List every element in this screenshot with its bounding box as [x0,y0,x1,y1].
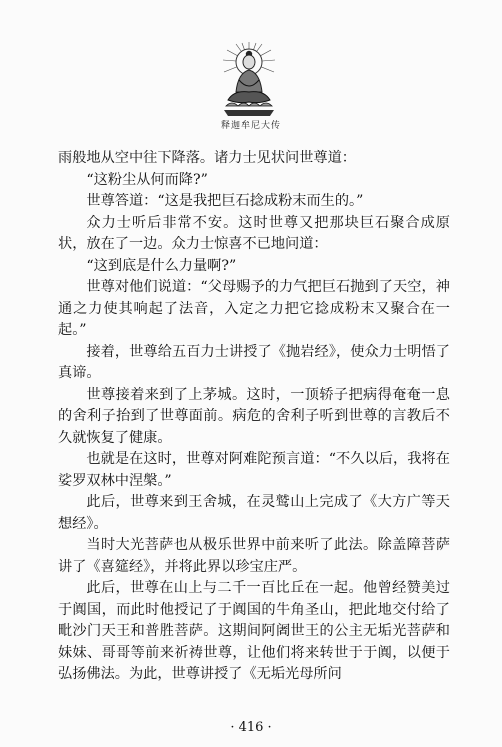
paragraph: 世尊对他们说道：“父母赐予的力气把巨石抛到了天空，神通之力使其响起了法音，入定之力把它捻成粉末又聚合在一起。” [58,279,450,338]
body-text [58,148,450,686]
paragraph: 接着，世尊给五百力士讲授了《抛岩经》，使众力士明悟了真谛。 [58,343,450,381]
paragraph: “这粉尘从何而降?” [86,171,208,188]
paragraph: 当时大光菩萨也从极乐世界中前来听了此法。除盖障菩萨讲了《喜筵经》，并将此界以珍宝庄严。 [58,537,450,575]
paragraph: 众力士听后非常不安。这时世尊又把那块巨石聚合成原状，放在了一边。众力士惊喜不已地问道： [58,214,450,252]
paragraph: 此后，世尊来到王舍城，在灵鹫山上完成了《大方广等天想经》。 [58,494,450,532]
paragraph: “这到底是什么力量啊?” [86,257,237,274]
page-number: · 416 · [230,720,272,735]
paragraph: 此后，世尊在山上与二千一百比丘在一起。他曾经赞美过于阗国，而此时他授记了于阗国的牛角圣山，把此地交付给了毗沙门天王和普胜菩萨。这期间阿阇世王的公主无垢光菩萨和妹妹、哥哥等前来祈祷世尊，让他们将来转世于于阗，以便于弘扬佛法。为此，世尊讲授了《无垢光母所问 [58,580,450,682]
paragraph: 雨般地从空中往下降落。诸力士见状问世尊道： [58,150,356,166]
page-header [0,40,502,140]
paragraph: 也就是在这时，世尊对阿难陀预言道：“不久以后，我将在娑罗双林中涅槃。” [58,451,450,489]
paragraph: 世尊接着来到了上茅城。这时，一顶轿子把病得奄奄一息的舍利子抬到了世尊面前。病危的舍利子听到世尊的言教后不久就恢复了健康。 [58,386,450,446]
paragraph: 世尊答道：“这是我把巨石捻成粉末而生的。” [86,193,364,209]
book-title: 释迦牟尼大传 [220,121,281,131]
buddha-illustration-icon [214,40,284,118]
